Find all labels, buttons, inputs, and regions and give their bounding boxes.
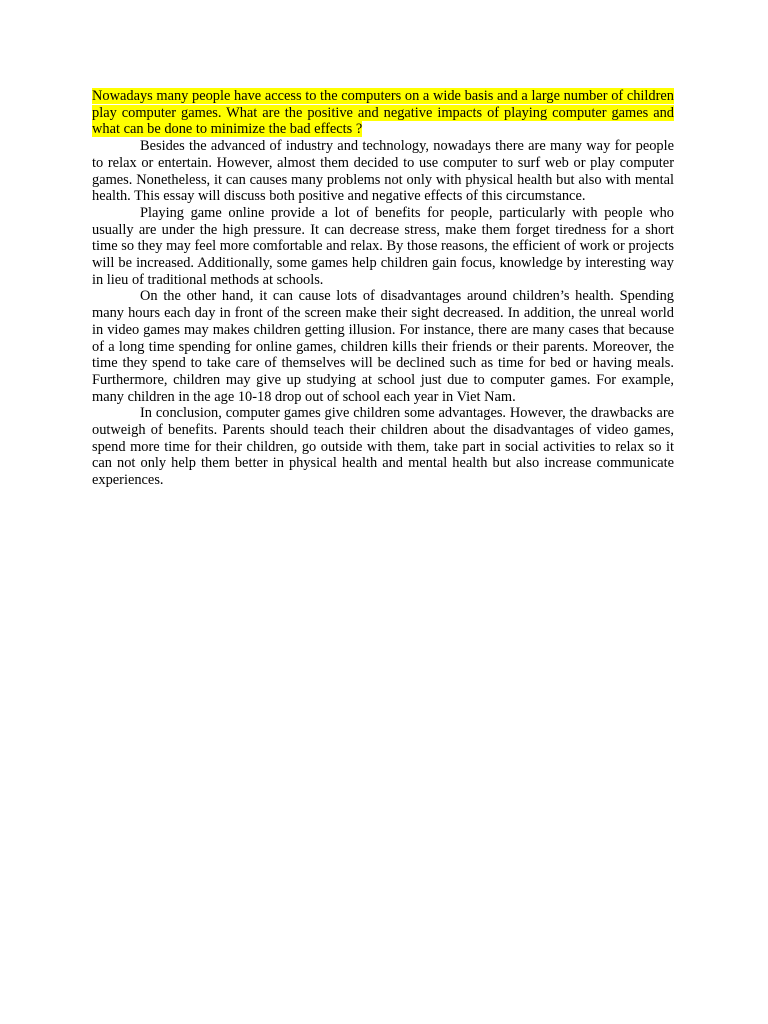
paragraph-introduction: Besides the advanced of industry and technology, nowadays there are many way for people to relax or entertain. However, almost them decided to use computer to surf web or play computer games. Nonetheless, it can causes many problems not only with physical health but also with mental health. This essay will discuss both positive and negative effects of this circumstance. — [92, 138, 674, 205]
prompt-highlight: Nowadays many people have access to the computers on a wide basis and a large number of children play computer games. What are the positive and negative impacts of playing computer games and what can be done to minimize the bad effects ? — [92, 88, 674, 138]
essay-content — [92, 88, 674, 489]
paragraph-conclusion: In conclusion, computer games give children some advantages. However, the drawbacks are outweigh of benefits. Parents should teach their children about the disadvantages of video games, spend more time for their children, go outside with them, take part in social activities to relax so it can not only help them better in physical health and mental health but also increase communicate experiences. — [92, 405, 674, 489]
paragraph-advantages: Playing game online provide a lot of benefits for people, particularly with people who usually are under the high pressure. It can decrease stress, make them forget tiredness for a short time so they may feel more comfortable and relax. By those reasons, the efficient of work or projects will be increased. Additionally, some games help children gain focus, knowledge by interesting way in lieu of traditional methods at schools. — [92, 204, 674, 288]
paragraph-disadvantages: On the other hand, it can cause lots of disadvantages around children’s health. Spending many hours each day in front of the screen make their sight decreased. In addition, the unreal world in video games may makes children getting illusion. For instance, there are many cases that because of a long time spending for online games, children kills their friends or their parents. Moreover, the time they spend to take care of themselves will be declined such as time for bed or having meals. Furthermore, children may give up studying at school just due to computer games. For example, many children in the age 10-18 drop out of school each year in Viet Nam. — [92, 288, 674, 405]
essay-prompt — [92, 88, 674, 138]
